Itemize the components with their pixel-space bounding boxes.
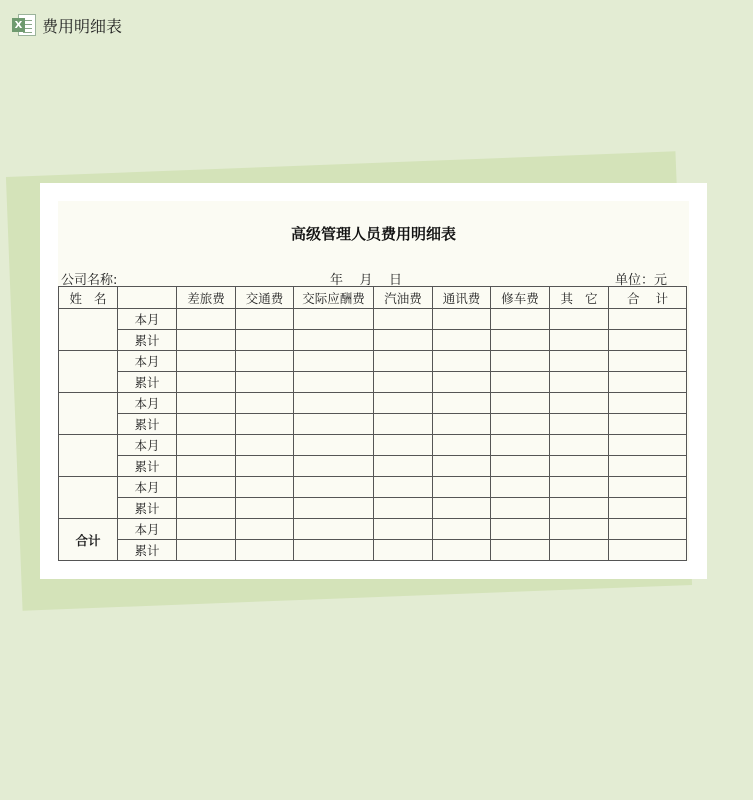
person-name-cell[interactable] xyxy=(59,435,118,477)
amount-cell[interactable] xyxy=(433,351,491,372)
amount-cell[interactable] xyxy=(550,351,609,372)
table-row xyxy=(59,498,687,519)
table-row xyxy=(59,519,687,540)
amount-cell[interactable] xyxy=(433,372,491,393)
amount-cell[interactable] xyxy=(491,414,550,435)
period-label-cell: 累计 xyxy=(118,498,177,519)
amount-cell[interactable] xyxy=(374,498,433,519)
amount-cell[interactable] xyxy=(433,477,491,498)
amount-cell[interactable] xyxy=(236,456,294,477)
column-header: 姓 名 xyxy=(59,287,118,309)
document-title: 费用明细表 xyxy=(42,16,123,36)
amount-cell[interactable] xyxy=(294,435,374,456)
amount-cell[interactable] xyxy=(374,414,433,435)
period-label-cell: 累计 xyxy=(118,456,177,477)
amount-cell[interactable] xyxy=(374,330,433,351)
person-name-cell[interactable]: 合计 xyxy=(59,519,118,561)
amount-cell[interactable] xyxy=(491,456,550,477)
table-row xyxy=(59,372,687,393)
amount-cell[interactable] xyxy=(236,351,294,372)
amount-cell[interactable] xyxy=(433,309,491,330)
amount-cell[interactable] xyxy=(177,540,236,561)
amount-cell[interactable] xyxy=(550,519,609,540)
amount-cell[interactable] xyxy=(236,309,294,330)
amount-cell[interactable] xyxy=(177,372,236,393)
amount-cell[interactable] xyxy=(609,519,687,540)
amount-cell[interactable] xyxy=(491,435,550,456)
amount-cell[interactable] xyxy=(294,519,374,540)
table-row xyxy=(59,456,687,477)
period-label-cell: 累计 xyxy=(118,330,177,351)
amount-cell[interactable] xyxy=(609,372,687,393)
period-label-cell: 累计 xyxy=(118,372,177,393)
period-label-cell: 本月 xyxy=(118,309,177,330)
period-label-cell: 本月 xyxy=(118,393,177,414)
sheet-title: 高级管理人员费用明细表 xyxy=(290,225,456,243)
amount-cell[interactable] xyxy=(609,477,687,498)
amount-cell[interactable] xyxy=(374,435,433,456)
table-row xyxy=(59,393,687,414)
amount-cell[interactable] xyxy=(550,498,609,519)
unit-label: 单位：元 xyxy=(614,273,667,288)
amount-cell[interactable] xyxy=(374,477,433,498)
amount-cell[interactable] xyxy=(609,498,687,519)
column-header xyxy=(118,287,177,309)
amount-cell[interactable] xyxy=(374,540,433,561)
amount-cell[interactable] xyxy=(550,414,609,435)
amount-cell[interactable] xyxy=(491,393,550,414)
amount-cell[interactable] xyxy=(294,330,374,351)
amount-cell[interactable] xyxy=(294,456,374,477)
amount-cell[interactable] xyxy=(550,540,609,561)
table-row xyxy=(59,477,687,498)
amount-cell[interactable] xyxy=(374,309,433,330)
amount-cell[interactable] xyxy=(236,330,294,351)
document-header xyxy=(12,10,122,40)
column-header: 合 计 xyxy=(609,287,687,309)
amount-cell[interactable] xyxy=(236,540,294,561)
amount-cell[interactable] xyxy=(177,309,236,330)
table-row xyxy=(59,414,687,435)
amount-cell[interactable] xyxy=(491,519,550,540)
date-label: 年 月 日 xyxy=(330,273,403,288)
amount-cell[interactable] xyxy=(177,330,236,351)
amount-cell[interactable] xyxy=(491,372,550,393)
spreadsheet-area xyxy=(58,201,689,561)
amount-cell[interactable] xyxy=(236,372,294,393)
column-header: 交通费 xyxy=(236,287,294,309)
amount-cell[interactable] xyxy=(177,435,236,456)
amount-cell[interactable] xyxy=(433,540,491,561)
amount-cell[interactable] xyxy=(177,393,236,414)
amount-cell[interactable] xyxy=(491,351,550,372)
amount-cell[interactable] xyxy=(550,309,609,330)
excel-file-icon: X xyxy=(12,14,36,36)
amount-cell[interactable] xyxy=(177,498,236,519)
column-header: 修车费 xyxy=(491,287,550,309)
period-label-cell: 累计 xyxy=(118,540,177,561)
amount-cell[interactable] xyxy=(433,498,491,519)
column-header: 交际应酬费 xyxy=(294,287,374,309)
amount-cell[interactable] xyxy=(294,498,374,519)
person-name-cell[interactable] xyxy=(59,351,118,393)
amount-cell[interactable] xyxy=(236,477,294,498)
amount-cell[interactable] xyxy=(177,519,236,540)
column-header: 通讯费 xyxy=(433,287,491,309)
amount-cell[interactable] xyxy=(609,351,687,372)
amount-cell[interactable] xyxy=(491,309,550,330)
amount-cell[interactable] xyxy=(609,414,687,435)
amount-cell[interactable] xyxy=(236,414,294,435)
amount-cell[interactable] xyxy=(609,309,687,330)
amount-cell[interactable] xyxy=(550,393,609,414)
period-label-cell: 本月 xyxy=(118,435,177,456)
table-row xyxy=(59,540,687,561)
amount-cell[interactable] xyxy=(609,435,687,456)
amount-cell[interactable] xyxy=(177,477,236,498)
amount-cell[interactable] xyxy=(374,519,433,540)
amount-cell[interactable] xyxy=(433,393,491,414)
amount-cell[interactable] xyxy=(294,309,374,330)
column-header: 其 它 xyxy=(550,287,609,309)
amount-cell[interactable] xyxy=(609,540,687,561)
amount-cell[interactable] xyxy=(609,393,687,414)
amount-cell[interactable] xyxy=(550,435,609,456)
period-label-cell: 本月 xyxy=(118,477,177,498)
column-header: 汽油费 xyxy=(374,287,433,309)
person-name-cell[interactable] xyxy=(59,309,118,351)
amount-cell[interactable] xyxy=(609,330,687,351)
amount-cell[interactable] xyxy=(294,372,374,393)
amount-cell[interactable] xyxy=(491,477,550,498)
amount-cell[interactable] xyxy=(433,456,491,477)
amount-cell[interactable] xyxy=(374,351,433,372)
amount-cell[interactable] xyxy=(294,540,374,561)
amount-cell[interactable] xyxy=(294,477,374,498)
amount-cell[interactable] xyxy=(491,330,550,351)
amount-cell[interactable] xyxy=(177,351,236,372)
amount-cell[interactable] xyxy=(433,330,491,351)
amount-cell[interactable] xyxy=(374,372,433,393)
table-row xyxy=(59,330,687,351)
amount-cell[interactable] xyxy=(550,477,609,498)
period-label-cell: 本月 xyxy=(118,519,177,540)
period-label-cell: 本月 xyxy=(118,351,177,372)
company-name-label: 公司名称: xyxy=(61,273,118,288)
amount-cell[interactable] xyxy=(294,351,374,372)
amount-cell[interactable] xyxy=(491,540,550,561)
table-row xyxy=(59,435,687,456)
amount-cell[interactable] xyxy=(609,456,687,477)
amount-cell[interactable] xyxy=(294,414,374,435)
amount-cell[interactable] xyxy=(177,456,236,477)
period-label-cell: 累计 xyxy=(118,414,177,435)
paper-sheet xyxy=(40,183,707,579)
table-row xyxy=(59,351,687,372)
amount-cell[interactable] xyxy=(374,393,433,414)
amount-cell[interactable] xyxy=(433,435,491,456)
amount-cell[interactable] xyxy=(550,456,609,477)
amount-cell[interactable] xyxy=(236,435,294,456)
person-name-cell[interactable] xyxy=(59,393,118,435)
expense-table xyxy=(58,286,687,561)
amount-cell[interactable] xyxy=(433,519,491,540)
table-header-row xyxy=(59,287,687,309)
amount-cell[interactable] xyxy=(374,456,433,477)
amount-cell[interactable] xyxy=(294,393,374,414)
amount-cell[interactable] xyxy=(550,330,609,351)
amount-cell[interactable] xyxy=(550,372,609,393)
amount-cell[interactable] xyxy=(177,414,236,435)
table-row xyxy=(59,309,687,330)
amount-cell[interactable] xyxy=(491,498,550,519)
amount-cell[interactable] xyxy=(433,414,491,435)
column-header: 差旅费 xyxy=(177,287,236,309)
amount-cell[interactable] xyxy=(236,498,294,519)
person-name-cell[interactable] xyxy=(59,477,118,519)
amount-cell[interactable] xyxy=(236,393,294,414)
amount-cell[interactable] xyxy=(236,519,294,540)
